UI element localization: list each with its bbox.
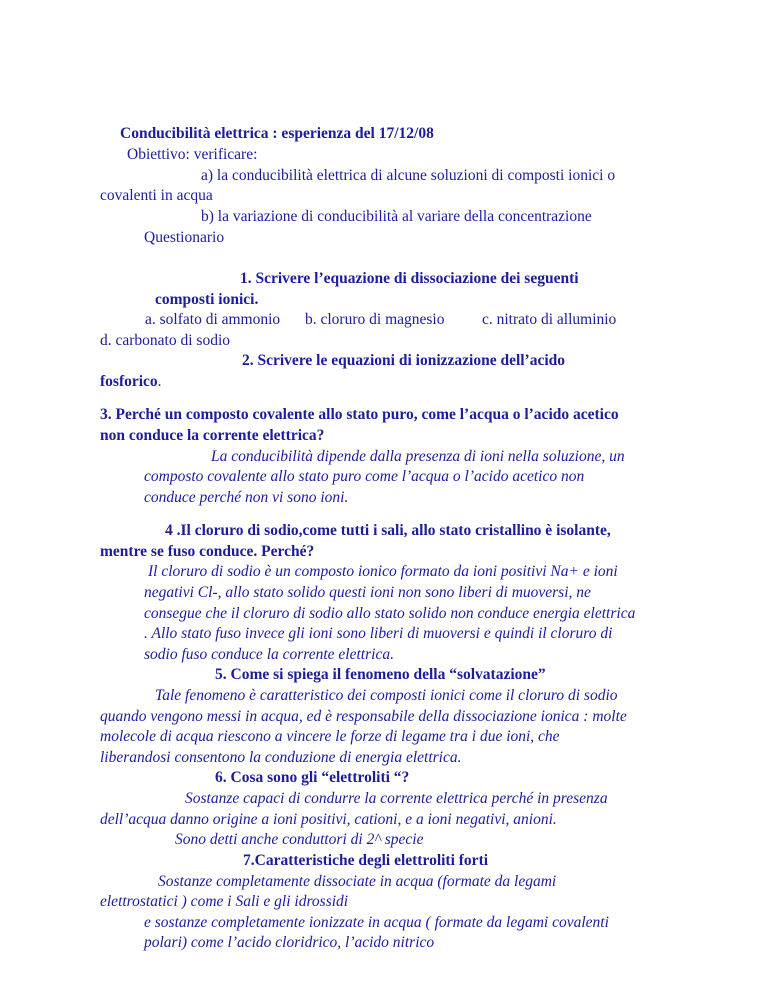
q4-answer-line-5: sodio fuso conduce la corrente elettrica.: [144, 646, 394, 663]
q4-answer-line-2: negativi Cl-, allo stato solido questi ioni non sono liberi di muoversi, ne: [144, 584, 591, 601]
q5-answer-line-1: Tale fenomeno è caratteristico dei composti ionici come il cloruro di sodio: [155, 687, 618, 704]
q6-answer-line-2: dell’acqua danno origine a ioni positivi, cationi, e a ioni negativi, anioni.: [100, 811, 557, 828]
q3-answer-line-1: La conducibilità dipende dalla presenza di ioni nella soluzione, un: [211, 448, 625, 465]
q4-title-line-2: mentre se fuso conduce. Perché?: [100, 543, 315, 560]
q2-title-line-2: [100, 371, 162, 392]
q1-item-b: b. cloruro di magnesio: [305, 311, 445, 328]
objective-label: Obiettivo: verificare:: [127, 146, 258, 163]
q1-item-c: c. nitrato di alluminio: [482, 311, 617, 328]
q5-answer-line-2: quando vengono messi in acqua, ed è responsabile della dissociazione ionica : molte: [100, 708, 627, 725]
objective-a-line-1: a) la conducibilità elettrica di alcune soluzioni di composti ionici o: [201, 167, 616, 184]
q5-title: 5. Come si spiega il fenomeno della “solvatazione”: [215, 666, 546, 683]
q6-answer-line-3: Sono detti anche conduttori di 2^ specie: [175, 831, 424, 848]
questionnaire-heading: Questionario: [144, 229, 225, 246]
q1-item-d: d. carbonato di sodio: [100, 332, 231, 349]
q2-title-bold: fosforico: [100, 373, 158, 390]
objective-b: b) la variazione di conducibilità al variare della concentrazione: [201, 208, 592, 225]
q5-answer-line-4: liberandosi consentono la conduzione di energia elettrica.: [100, 749, 462, 766]
q3-answer-line-2: composto covalente allo stato puro come l’acqua o l’acido acetico non: [144, 468, 585, 485]
q7-answer-line-4: polari) come l’acido cloridrico, l’acido nitrico: [144, 934, 435, 951]
q2-title-period: .: [157, 373, 162, 390]
q2-title-line-1: 2. Scrivere le equazioni di ionizzazione dell’acido: [242, 352, 566, 369]
q1-title-line-1: 1. Scrivere l’equazione di dissociazione dei seguenti: [240, 270, 579, 287]
q6-answer-line-1: Sostanze capaci di condurre la corrente elettrica perché in presenza: [185, 790, 608, 807]
q4-answer-line-1: Il cloruro di sodio è un composto ionico formato da ioni positivi Na+ e ioni: [148, 563, 618, 580]
q6-title: 6. Cosa sono gli “elettroliti “?: [215, 769, 410, 786]
q1-item-a: a. solfato di ammonio: [145, 311, 281, 328]
q7-answer-line-2: elettrostatici ) come i Sali e gli idrossidi: [100, 893, 349, 910]
q3-answer-line-3: conduce perché non vi sono ioni.: [144, 489, 349, 506]
q4-answer-line-3: consegue che il cloruro di sodio allo stato solido non conduce energia elettrica: [144, 605, 636, 622]
q4-title-line-1: 4 .Il cloruro di sodio,come tutti i sali, allo stato cristallino è isolante,: [165, 522, 611, 539]
q5-answer-line-3: molecole di acqua riescono a vincere le forze di legame tra i due ioni, che: [100, 728, 560, 745]
q1-title-line-2: composti ionici.: [155, 291, 259, 308]
objective-a-line-2: covalenti in acqua: [100, 187, 213, 204]
q7-answer-line-3: e sostanze completamente ionizzate in acqua ( formate da legami covalenti: [144, 914, 609, 931]
q3-title-line-1: 3. Perché un composto covalente allo stato puro, come l’acqua o l’acido acetico: [100, 406, 619, 423]
q4-answer-line-4: . Allo stato fuso invece gli ioni sono liberi di muoversi e quindi il cloruro di: [144, 625, 613, 642]
document-title: Conducibilità elettrica : esperienza del 17/12/08: [120, 125, 434, 142]
q3-title-line-2: non conduce la corrente elettrica?: [100, 427, 325, 444]
q7-title: 7.Caratteristiche degli elettroliti forti: [243, 852, 489, 869]
q7-answer-line-1: Sostanze completamente dissociate in acqua (formate da legami: [158, 873, 557, 890]
